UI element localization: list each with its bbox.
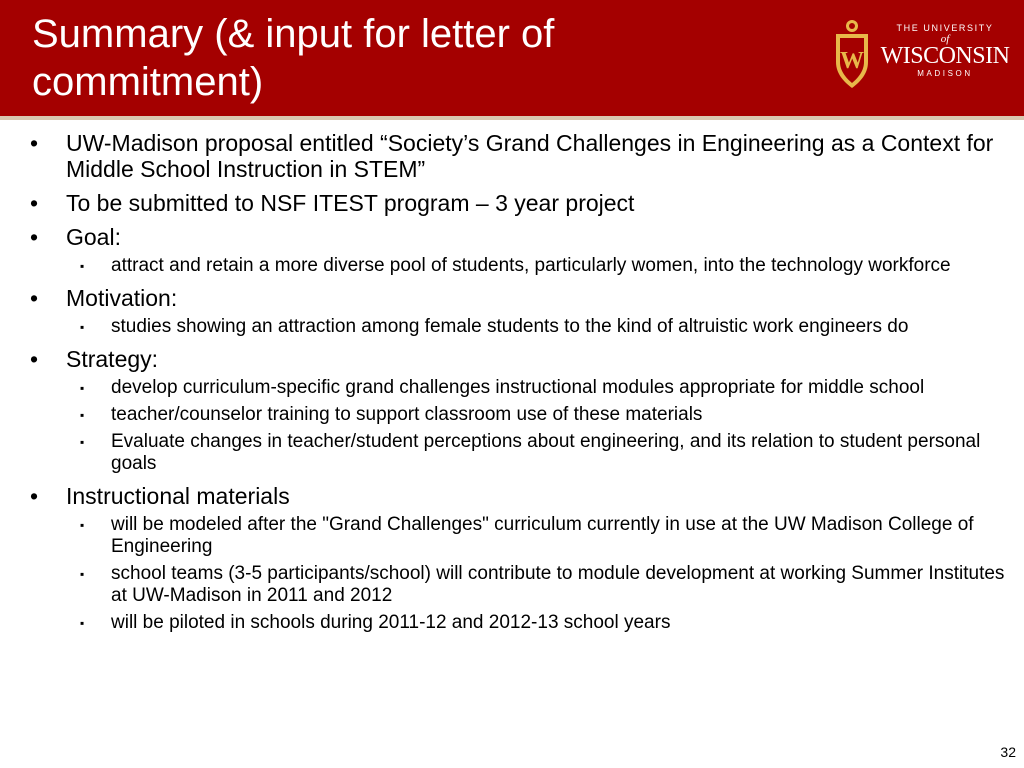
sub-bullet-text: teacher/counselor training to support classroom use of these materials — [111, 404, 703, 425]
square-bullet-icon: ▪ — [80, 616, 85, 630]
bullet-item — [30, 224, 1005, 250]
square-bullet-icon: ▪ — [80, 259, 85, 273]
square-bullet-icon: ▪ — [80, 408, 85, 422]
bullet-item — [30, 285, 1005, 311]
header-divider — [0, 116, 1024, 120]
logo-wisconsin: WISCONSIN — [880, 43, 1010, 69]
uw-madison-logo — [832, 18, 1012, 92]
logo-madison: MADISON — [917, 69, 973, 78]
bullet-marker: • — [30, 483, 39, 509]
bullet-text: Instructional materials — [66, 483, 290, 509]
bullet-text: To be submitted to NSF ITEST program – 3 year project — [66, 190, 635, 216]
bullet-text: UW-Madison proposal entitled “Society’s Grand Challenges in Engineering as a Context for Middle School Instruction in STEM” — [66, 130, 994, 182]
bullet-marker: • — [30, 346, 39, 372]
square-bullet-icon: ▪ — [80, 320, 85, 334]
square-bullet-icon: ▪ — [80, 435, 85, 449]
sub-bullet-text: Evaluate changes in teacher/student perceptions about engineering, and its relation to student personal goals — [111, 431, 981, 474]
sub-bullet-item — [30, 404, 1005, 426]
square-bullet-icon: ▪ — [80, 381, 85, 395]
bullet-item — [30, 483, 1005, 509]
sub-bullet-item — [30, 377, 1005, 399]
bullet-marker: • — [30, 285, 39, 311]
bullet-text: Strategy: — [66, 346, 159, 372]
sub-bullet-item — [30, 514, 1005, 558]
square-bullet-icon: ▪ — [80, 567, 85, 581]
sub-bullet-text: develop curriculum-specific grand challenges instructional modules appropriate for middle school — [111, 377, 925, 398]
sub-bullet-item — [30, 316, 1005, 338]
slide-body — [30, 130, 1005, 642]
bullet-text: Motivation: — [66, 285, 178, 311]
slide-title: Summary (& input for letter of commitment) — [32, 12, 555, 104]
logo-the-university: THE UNIVERSITY — [896, 23, 994, 33]
bullet-item — [30, 130, 1005, 182]
sub-bullet-text: will be modeled after the "Grand Challenges" curriculum currently in use at the UW Madison College of Engineering — [111, 514, 974, 557]
shield-letter: W — [840, 48, 864, 74]
bullet-text: Goal: — [66, 224, 121, 250]
bullet-marker: • — [30, 130, 39, 156]
logo-wordmark — [878, 18, 1012, 80]
sub-bullet-text: attract and retain a more diverse pool of students, particularly women, into the technology workforce — [111, 255, 951, 276]
sub-bullet-text: will be piloted in schools during 2011-12 and 2012-13 school years — [111, 612, 671, 633]
sub-bullet-item — [30, 563, 1005, 607]
slide-header — [0, 0, 1024, 116]
bullet-marker: • — [30, 224, 39, 250]
sub-bullet-text: studies showing an attraction among female students to the kind of altruistic work engineers do — [111, 316, 909, 337]
logo-of: of — [940, 33, 950, 45]
sub-bullet-item — [30, 255, 1005, 277]
bullet-item — [30, 346, 1005, 372]
sub-bullet-item — [30, 612, 1005, 634]
sub-bullet-item — [30, 431, 1005, 475]
sub-bullet-text: school teams (3-5 participants/school) will contribute to module development at working Summer Institutes at UW-Madison in 2011 and 2012 — [111, 563, 1005, 606]
bullet-item — [30, 190, 1005, 216]
square-bullet-icon: ▪ — [80, 518, 85, 532]
uw-crest-icon — [832, 18, 872, 90]
page-number: 32 — [1000, 744, 1016, 760]
bullet-marker: • — [30, 190, 39, 216]
